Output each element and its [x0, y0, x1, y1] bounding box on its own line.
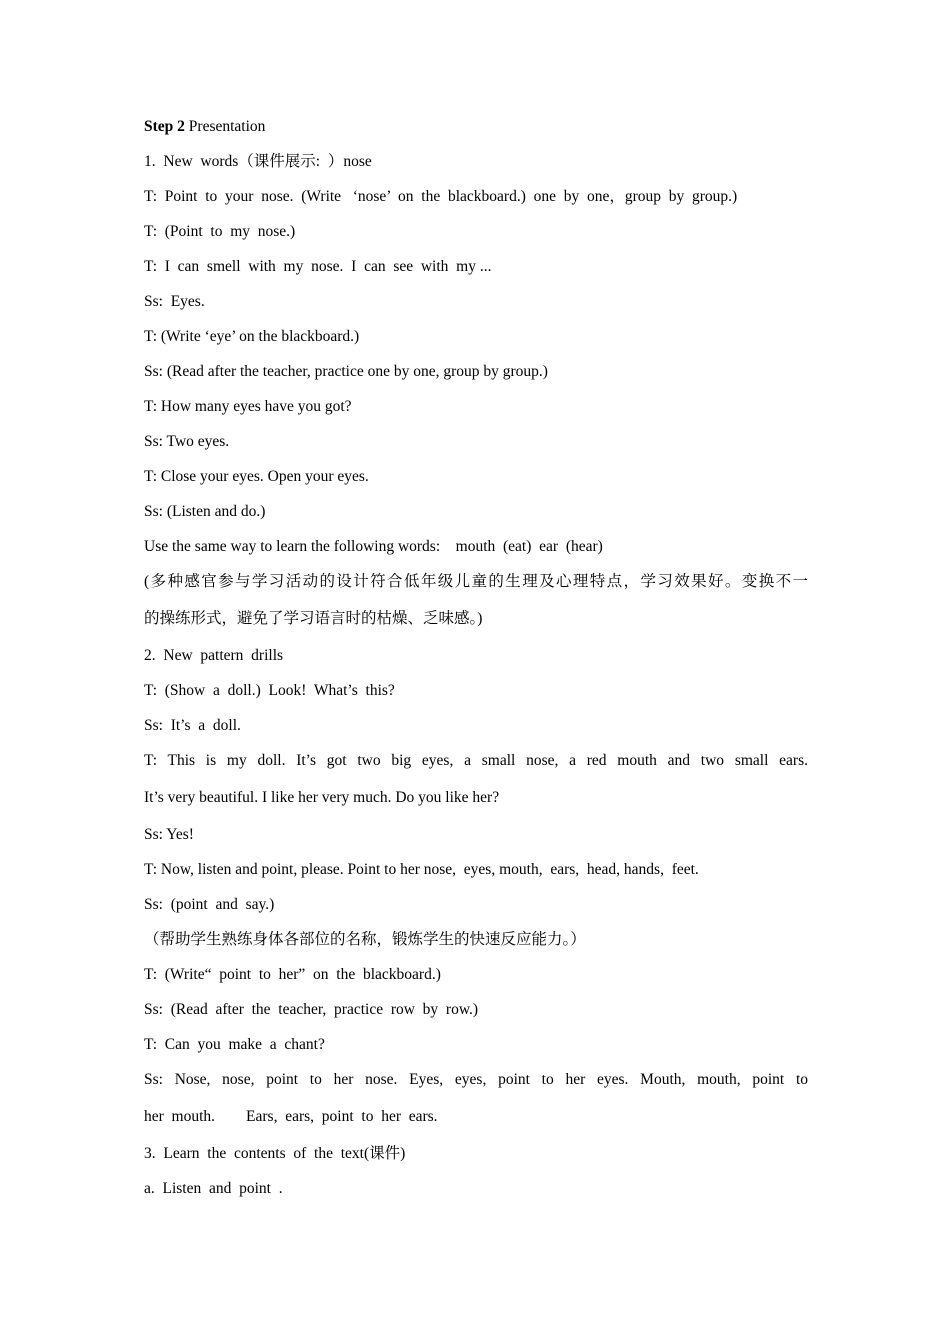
dialogue-line: Ss: (Read after the teacher, practice row by row.) [144, 1001, 479, 1018]
step-heading-label: Step 2 [144, 118, 185, 135]
teaching-note-continued: 的操练形式，避免了学习语言时的枯燥、乏味感。) [144, 610, 483, 627]
dialogue-line: Ss: It’s a doll. [144, 717, 241, 734]
dialogue-line: It’s very beautiful. I like her very much. Do you like her? [144, 789, 500, 806]
section-new-words-heading: 1. New words（课件展示: ）nose [144, 153, 372, 170]
section-pattern-drills-heading: 2. New pattern drills [144, 647, 284, 664]
dialogue-line: T: (Write“ point to her” on the blackboard.) [144, 966, 441, 983]
dialogue-line: Ss: (Listen and do.) [144, 503, 266, 520]
dialogue-line: Ss: (Read after the teacher, practice one by one, group by group.) [144, 363, 548, 380]
dialogue-line: T: Now, listen and point, please. Point to her nose, eyes, mouth, ears, head, hands, feet. [144, 861, 699, 878]
document-page [144, 112, 808, 1209]
dialogue-line: T: (Point to my nose.) [144, 223, 296, 240]
dialogue-line: Ss: Yes! [144, 826, 194, 843]
activity-line: a. Listen and point . [144, 1180, 283, 1197]
dialogue-line: T: (Show a doll.) Look! What’s this? [144, 682, 395, 699]
teaching-note: (多种感官参与学习活动的设计符合低年级儿童的生理及心理特点，学习效果好。变换不一 [144, 573, 808, 590]
dialogue-line: Ss: (point and say.) [144, 896, 275, 913]
dialogue-line: T: Close your eyes. Open your eyes. [144, 468, 369, 485]
dialogue-line: Ss: Two eyes. [144, 433, 230, 450]
step-heading [144, 112, 808, 147]
dialogue-line: T: This is my doll. It’s got two big eyes, a small nose, a red mouth and two small ears. [144, 752, 808, 769]
dialogue-line: T: (Write ‘eye’ on the blackboard.) [144, 328, 360, 345]
dialogue-line: Ss: Eyes. [144, 293, 205, 310]
dialogue-line: T: How many eyes have you got? [144, 398, 352, 415]
section-learn-text-heading: 3. Learn the contents of the text(课件) [144, 1145, 406, 1162]
dialogue-line: T: Can you make a chant? [144, 1036, 325, 1053]
dialogue-line: T: I can smell with my nose. I can see with my ... [144, 258, 492, 275]
dialogue-line: Ss: Nose, nose, point to her nose. Eyes, eyes, point to her eyes. Mouth, mouth, point to [144, 1071, 808, 1088]
teaching-note: （帮助学生熟练身体各部位的名称，锻炼学生的快速反应能力。） [144, 931, 586, 948]
dialogue-line: her mouth. Ears, ears, point to her ears. [144, 1108, 438, 1125]
dialogue-line: T: Point to your nose. (Write ‘nose’ on the blackboard.) one by one，group by group.) [144, 188, 738, 205]
instruction-line: Use the same way to learn the following words: mouth (eat) ear (hear) [144, 538, 603, 555]
step-heading-title: Presentation [184, 118, 266, 135]
